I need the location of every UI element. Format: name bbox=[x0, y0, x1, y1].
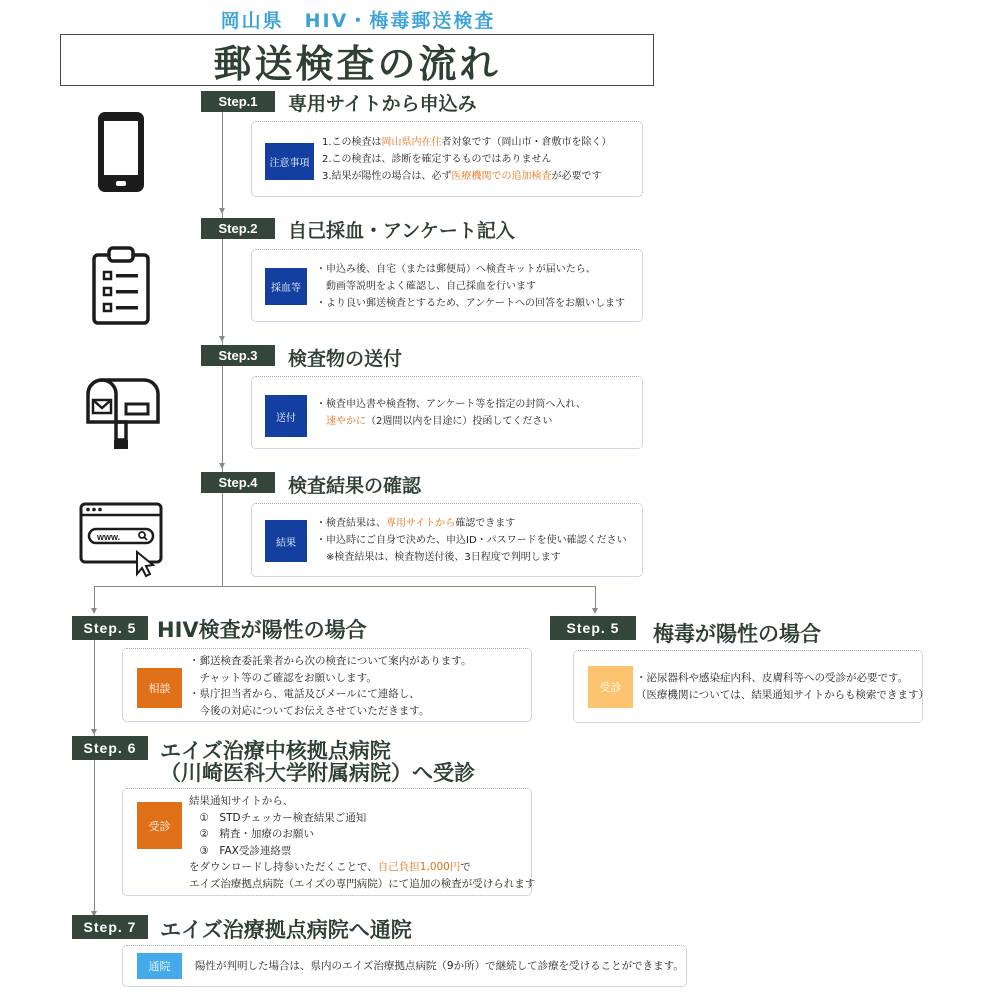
hiv-step-6-title-line2: （川崎医科大学附属病院）へ受診 bbox=[160, 761, 475, 785]
hiv-step-5-text bbox=[189, 653, 471, 719]
text-line: ・より良い郵送検査とするため、アンケートへの回答をお願いします bbox=[316, 298, 625, 309]
hiv-connector bbox=[94, 638, 95, 918]
text-line: ・県庁担当者から、電話及びメールにて連絡し、 bbox=[189, 688, 420, 700]
hiv-step-5-title: HIV検査が陽性の場合 bbox=[157, 618, 367, 642]
step-2-title: 自己採血・アンケート記入 bbox=[288, 220, 515, 242]
arrow-down-icon bbox=[592, 608, 598, 614]
step-3-text bbox=[316, 396, 586, 430]
page-title: 郵送検査の流れ bbox=[213, 41, 501, 86]
arrow-down-icon bbox=[91, 729, 97, 735]
step-2-tag: 採血等 bbox=[265, 268, 307, 305]
step-1-title: 専用サイトから申込み bbox=[288, 93, 477, 115]
text-line: ① STDチェッカー検査結果ご通知 bbox=[189, 811, 367, 824]
arrow-down-icon bbox=[219, 208, 225, 214]
branch-connector-stem bbox=[222, 566, 223, 586]
hiv-step-5-card bbox=[122, 648, 532, 722]
smartphone-icon bbox=[96, 110, 146, 194]
step-4-tag: 結果 bbox=[265, 520, 307, 562]
hiv-step-7-badge: Step. 7 bbox=[72, 915, 148, 939]
arrow-down-icon bbox=[219, 463, 225, 469]
text-line: ③ FAX受診連絡票 bbox=[189, 844, 292, 857]
hiv-step-5-badge: Step. 5 bbox=[72, 616, 148, 640]
text-line: チャット等のご確認をお願いします。 bbox=[189, 671, 377, 684]
text-line: ・検査結果は、専用サイトから確認できます bbox=[316, 518, 516, 529]
hiv-step-7-tag: 通院 bbox=[137, 953, 182, 979]
arrow-down-icon bbox=[219, 336, 225, 342]
step-3-title: 検査物の送付 bbox=[288, 348, 403, 370]
title-box bbox=[60, 34, 654, 86]
syphilis-step-5-title: 梅毒が陽性の場合 bbox=[653, 622, 821, 646]
hiv-step-7-text: 陽性が判明した場合は、県内のエイズ治療拠点病院（9か所）で継続して診療を受けることができます。 bbox=[195, 960, 684, 972]
text-line: をダウンロードし持参いただくことで、自己負担1,000円で bbox=[189, 861, 471, 873]
step-1-tag: 注意事項 bbox=[265, 143, 314, 180]
hiv-step-6-title-line1: エイズ治療中核拠点病院 bbox=[160, 739, 391, 763]
text-line: ② 精査・加療のお願い bbox=[189, 828, 314, 840]
step-4-text bbox=[316, 515, 627, 566]
text-line: 3.結果が陽性の場合は、必ず医療機関での追加検査が必要です bbox=[322, 171, 602, 182]
syphilis-step-5-tag: 受診 bbox=[588, 666, 633, 708]
clipboard-icon bbox=[90, 245, 152, 327]
branch-connector-left bbox=[94, 586, 95, 608]
hiv-step-6-text bbox=[189, 793, 535, 892]
hiv-step-6-tag: 受診 bbox=[137, 802, 182, 849]
svg-text:www.: www. bbox=[97, 532, 121, 542]
step-4-badge: Step.4 bbox=[201, 472, 275, 493]
text-line: 動画等説明をよく確認し、自己採血を行います bbox=[316, 281, 536, 292]
text-line: ・申込み後、自宅（または郵便局）へ検査キットが届いたら、 bbox=[316, 264, 596, 275]
hiv-step-7-title: エイズ治療拠点病院へ通院 bbox=[160, 918, 412, 942]
step-2-badge: Step.2 bbox=[201, 218, 275, 239]
step-3-card bbox=[251, 376, 643, 449]
hiv-step-6-badge: Step. 6 bbox=[72, 736, 148, 760]
text-line: エイズ治療拠点病院（エイズの専門病院）にて追加の検査が受けられます bbox=[189, 877, 536, 890]
step-3-tag: 送付 bbox=[265, 395, 307, 437]
text-line: 今後の対応についてお伝えさせていただきます。 bbox=[189, 704, 430, 717]
text-line: ・郵送検査委託業者から次の検査について案内があります。 bbox=[189, 655, 472, 667]
branch-connector-right bbox=[595, 586, 596, 608]
text-line: 2.この検査は、診断を確定するものではありません bbox=[322, 154, 552, 165]
step-2-text bbox=[316, 261, 625, 312]
syphilis-step-5-badge: Step. 5 bbox=[550, 616, 636, 640]
text-line: 結果通知サイトから、 bbox=[189, 795, 294, 807]
text-line: （医療機関については、結果通知サイトからも検索できます） bbox=[636, 688, 930, 701]
syphilis-step-5-text bbox=[636, 670, 929, 703]
text-line: 1.この検査は岡山県内在住者対象です（岡山市・倉敷市を除く） bbox=[322, 137, 612, 148]
branch-connector-horizontal bbox=[94, 586, 595, 587]
mailbox-icon bbox=[84, 376, 160, 452]
hiv-step-5-tag: 相談 bbox=[137, 668, 182, 708]
step-1-text bbox=[322, 134, 612, 185]
hiv-step-6-card bbox=[122, 788, 536, 896]
step-3-badge: Step.3 bbox=[201, 345, 275, 366]
arrow-down-icon bbox=[91, 608, 97, 614]
text-line: 速やかに（2週間以内を目途に）投函してください bbox=[326, 416, 553, 427]
text-line: ※検査結果は、検査物送付後、3日程度で判明します bbox=[316, 552, 561, 563]
step-4-title: 検査結果の確認 bbox=[288, 475, 422, 497]
syphilis-step-5-card bbox=[573, 650, 930, 723]
step-1-badge: Step.1 bbox=[201, 91, 275, 112]
step-1-card bbox=[251, 121, 643, 197]
text-line: ・検査申込書や検査物、アンケート等を指定の封筒へ入れ、 bbox=[316, 399, 586, 410]
browser-www-icon bbox=[79, 502, 165, 578]
header-subtitle: 岡山県 HIV・梅毒郵送検査 bbox=[220, 10, 496, 32]
text-line: ・申込時にご自身で決めた、申込ID・パスワードを使い確認ください bbox=[316, 535, 627, 546]
text-line: ・泌尿器科や感染症内科、皮膚科等への受診が必要です。 bbox=[636, 672, 909, 684]
step-4-card bbox=[251, 503, 643, 577]
hiv-step-7-card bbox=[122, 945, 687, 987]
step-2-card bbox=[251, 249, 643, 322]
